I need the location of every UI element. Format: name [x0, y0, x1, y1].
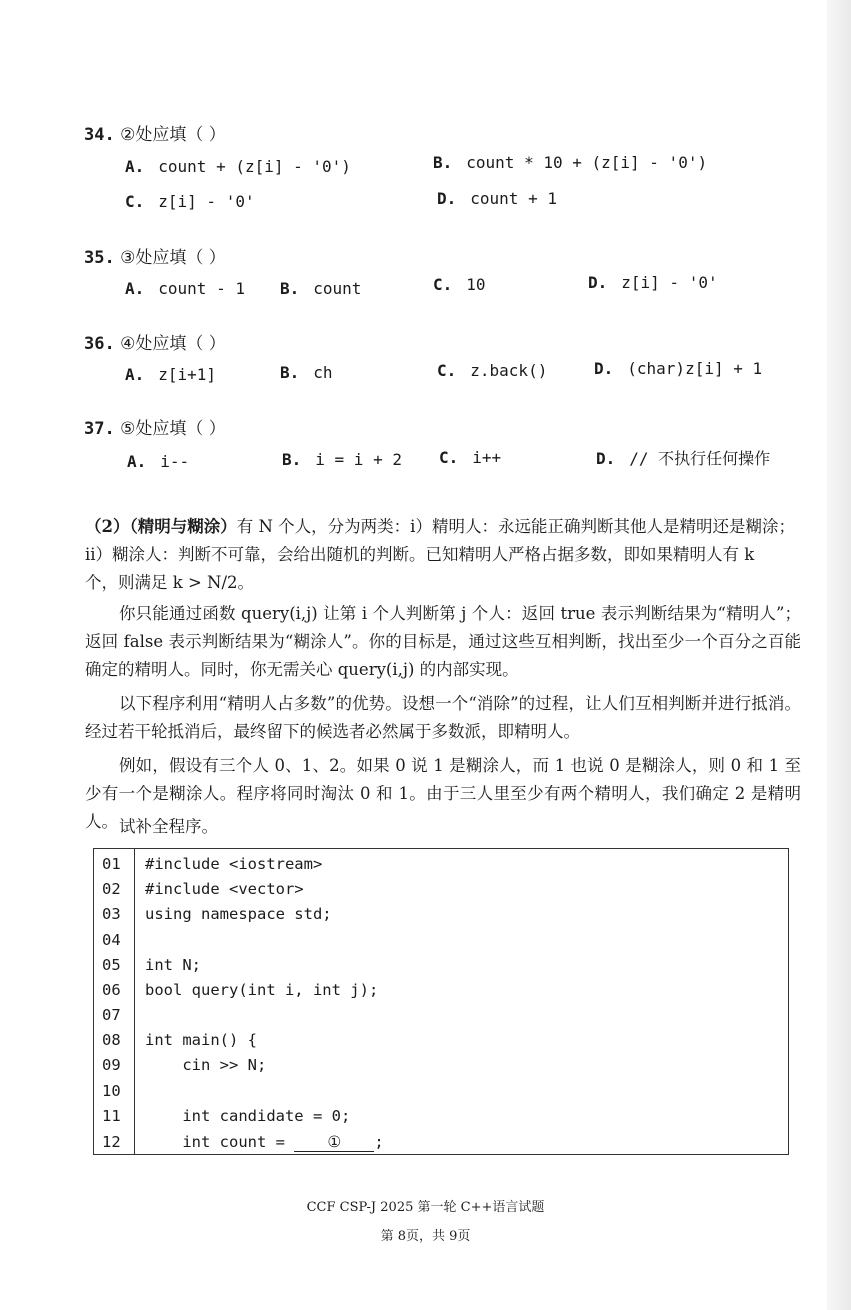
code-line-12 — [145, 1133, 384, 1152]
question-number: 34. — [84, 125, 115, 145]
question-prompt: ③处应填（ ） — [120, 248, 226, 268]
option-text: count - 1 — [158, 279, 245, 298]
option-b — [433, 153, 707, 172]
option-label: B. — [280, 363, 300, 382]
question-35 — [84, 243, 226, 268]
code-line: bool query(int i, int j); — [145, 981, 379, 999]
line-number: 07 — [102, 1006, 121, 1024]
problem-paragraph-5: 试补全程序。 — [119, 817, 218, 836]
code-line: int N; — [145, 956, 201, 974]
problem-title: （2）（精明与糊涂） — [85, 517, 237, 536]
line-number: 05 — [102, 956, 121, 974]
option-text: (char)z[i] + 1 — [627, 359, 763, 378]
line-number: 01 — [102, 855, 121, 873]
line-number: 10 — [102, 1082, 121, 1100]
option-b — [282, 450, 402, 469]
code-line: #include <iostream> — [145, 855, 323, 873]
page-edge — [827, 0, 851, 1310]
option-text: count + (z[i] - '0') — [158, 157, 351, 176]
option-d — [596, 446, 770, 469]
line-number: 11 — [102, 1107, 121, 1125]
question-prompt: ⑤处应填（ ） — [120, 419, 226, 439]
option-a — [125, 157, 351, 176]
question-34 — [84, 120, 226, 145]
code-listing — [93, 848, 789, 1155]
option-text: z[i] - '0' — [621, 273, 718, 292]
option-a — [127, 452, 189, 471]
option-text: 10 — [466, 275, 486, 294]
option-a — [125, 365, 216, 384]
option-label: C. — [439, 448, 459, 467]
option-d — [588, 273, 718, 292]
line-number: 06 — [102, 981, 121, 999]
code-line: int candidate = 0; — [145, 1107, 351, 1125]
option-label: D. — [588, 273, 608, 292]
question-number: 35. — [84, 248, 115, 268]
code-line: int main() { — [145, 1031, 257, 1049]
problem-paragraph-4: 例如，假设有三个人 0、1、2。如果 0 说 1 是糊涂人，而 1 也说 0 是糊涂人，则 0 和 1 至少有一个是糊涂人。程序将同时淘汰 0 和 1。由于三人里至少有两个精明人，我们确定 2 是精明人。 — [85, 756, 801, 831]
option-label: D. — [594, 359, 614, 378]
line-number: 04 — [102, 931, 121, 949]
option-a — [125, 279, 245, 298]
option-text: count * 10 + (z[i] - '0') — [466, 153, 708, 172]
option-label: C. — [437, 361, 457, 380]
option-label: D. — [596, 449, 616, 468]
option-text: ch — [313, 363, 333, 382]
problem-paragraph-2: 你只能通过函数 query(i,j) 让第 i 个人判断第 j 个人：返回 true 表示判断结果为“精明人”；返回 false 表示判断结果为“糊涂人”。你的目标是，通过这些互相判断，找出至少一个百分之百能确定的精明人。同时，你无需关心 query(i,j) 的内部实现。 — [85, 604, 801, 679]
line-number: 08 — [102, 1031, 121, 1049]
option-text: // 不执行任何操作 — [629, 449, 771, 468]
option-text: i-- — [160, 452, 190, 471]
problem-line-1: 有 N 个人，分为两类：i）精明人：永远能正确判断其他人是精明还是糊涂； — [236, 517, 795, 536]
option-text: i = i + 2 — [315, 450, 402, 469]
question-number: 37. — [84, 419, 115, 439]
option-text: z[i] - '0' — [158, 192, 255, 211]
code-line-terminator: ; — [374, 1133, 384, 1151]
option-label: A. — [127, 452, 147, 471]
question-37 — [84, 414, 226, 439]
option-text: count + 1 — [470, 189, 557, 208]
option-label: D. — [437, 189, 457, 208]
option-label: B. — [280, 279, 300, 298]
problem-line-3: 个，则满足 k > N/2。 — [85, 573, 255, 592]
line-number: 09 — [102, 1056, 121, 1074]
code-line: int count = — [145, 1133, 295, 1151]
problem-line-2: ii）糊涂人：判断不可靠，会给出随机的判断。已知精明人严格占据多数，即如果精明人有 k — [85, 545, 755, 564]
option-text: i++ — [472, 448, 502, 467]
option-label: A. — [125, 157, 145, 176]
footer-exam-title: CCF CSP-J 2025 第一轮 C++语言试题 — [306, 1200, 545, 1215]
option-d — [437, 189, 557, 208]
option-c — [439, 448, 501, 467]
option-label: C. — [125, 192, 145, 211]
problem-intro — [85, 513, 801, 597]
option-text: count — [313, 279, 362, 298]
option-b — [280, 279, 361, 298]
option-label: B. — [433, 153, 453, 172]
option-label: B. — [282, 450, 302, 469]
option-c — [437, 361, 547, 380]
answer-blank-1: ① — [294, 1133, 374, 1152]
option-d — [594, 359, 762, 378]
line-number: 12 — [102, 1133, 121, 1151]
code-line: #include <vector> — [145, 880, 304, 898]
question-number: 36. — [84, 334, 115, 354]
question-prompt: ④处应填（ ） — [120, 334, 226, 354]
option-c — [433, 275, 486, 294]
code-line: cin >> N; — [145, 1056, 267, 1074]
option-label: C. — [433, 275, 453, 294]
option-label: A. — [125, 365, 145, 384]
option-b — [280, 363, 333, 382]
line-number: 03 — [102, 905, 121, 923]
line-number: 02 — [102, 880, 121, 898]
problem-paragraph-3: 以下程序利用“精明人占多数”的优势。设想一个“消除”的过程，让人们互相判断并进行抵消。经过若干轮抵消后，最终留下的候选者必然属于多数派，即精明人。 — [85, 694, 801, 741]
question-36 — [84, 329, 226, 354]
footer-page-number: 第 8页，共 9页 — [380, 1229, 471, 1244]
option-text: z.back() — [470, 361, 548, 380]
code-line: using namespace std; — [145, 905, 332, 923]
option-label: A. — [125, 279, 145, 298]
option-text: z[i+1] — [158, 365, 217, 384]
question-prompt: ②处应填（ ） — [120, 125, 226, 145]
option-c — [125, 192, 255, 211]
